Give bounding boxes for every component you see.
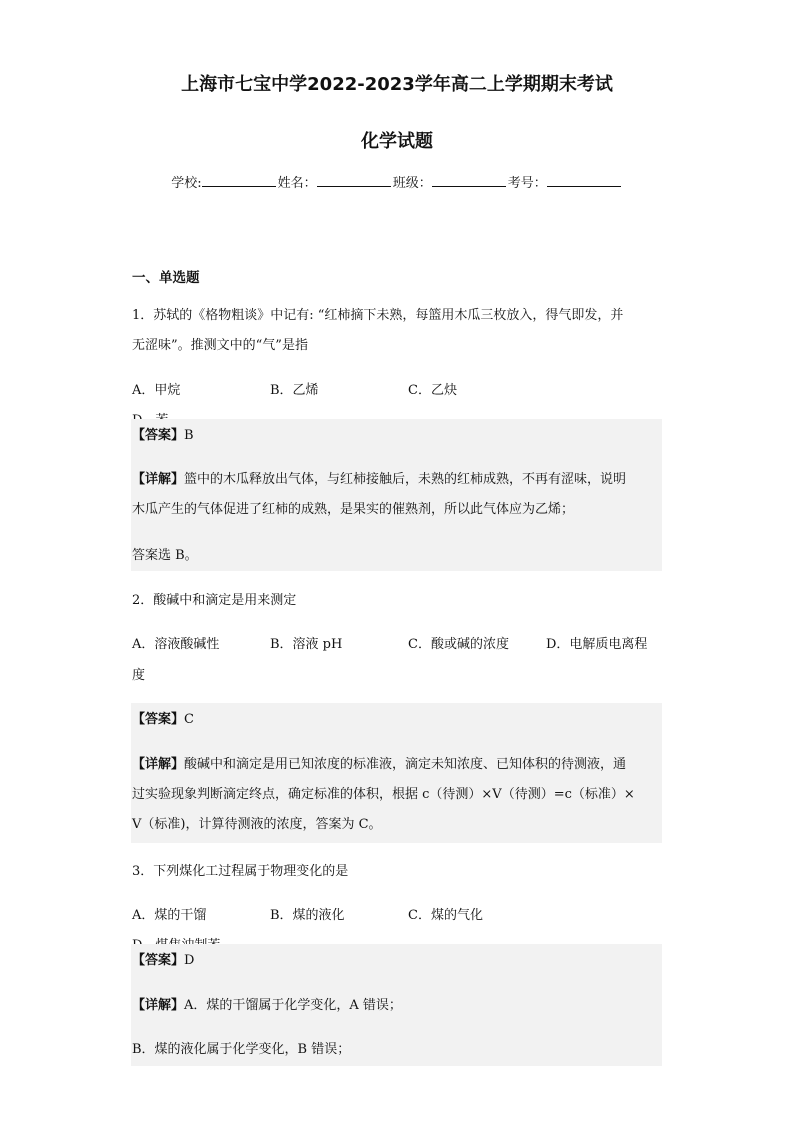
exam-no-blank[interactable]: [547, 174, 621, 187]
answer-label: 【答案】: [132, 953, 185, 968]
option-d: D．电解质电离程: [546, 637, 648, 652]
question-3-detail: [132, 991, 664, 1021]
detail-text: 过实验现象判断滴定终点，确定标准的体积，根据 c（待测）×V（待测）=c（标准）×: [132, 787, 635, 802]
option-a: A．溶液酸碱性: [132, 637, 220, 652]
option-b: B．乙烯: [270, 383, 319, 398]
class-blank[interactable]: [432, 174, 506, 187]
question-2-detail: [132, 750, 664, 840]
detail-label: 【详解】: [132, 472, 185, 487]
question-1-detail: [132, 465, 664, 525]
question-1-answer: [132, 421, 664, 451]
school-label: 学校:: [171, 176, 202, 191]
question-2-stem: 2．酸碱中和滴定是用来测定: [132, 593, 297, 608]
detail-label: 【详解】: [132, 998, 185, 1013]
option-c: C．乙炔: [408, 383, 457, 398]
answer-value: C: [184, 712, 194, 727]
detail-text: V（标准)，计算待测液的浓度，答案为 C。: [132, 817, 382, 832]
option-c: C．酸或碱的浓度: [408, 637, 509, 652]
detail-text: 篮中的木瓜释放出气体，与红柿接触后，未熟的红柿成熟，不再有涩味，说明: [184, 472, 627, 487]
question-2-options: [132, 630, 672, 660]
option-b: B．溶液 pH: [270, 637, 343, 652]
question-2-answer: [132, 705, 664, 735]
answer-label: 【答案】: [132, 428, 185, 443]
exam-no-label: 考号：: [507, 176, 547, 191]
option-a: A．煤的干馏: [132, 908, 207, 923]
option-c: C．煤的气化: [408, 908, 483, 923]
detail-label: 【详解】: [132, 757, 185, 772]
answer-value: D: [184, 953, 195, 968]
name-label: 姓名：: [277, 176, 317, 191]
page-subtitle: 化学试题: [361, 131, 433, 152]
question-3-answer: [132, 946, 664, 976]
question-1-conclusion: 答案选 B。: [132, 548, 198, 563]
detail-text: 木瓜产生的气体促进了红柿的成熟，是果实的催熟剂，所以此气体应为乙烯；: [132, 502, 575, 517]
detail-text: 酸碱中和滴定是用已知浓度的标准液，滴定未知浓度、已知体积的待测液，通: [184, 757, 627, 772]
section-heading: 一、单选题: [132, 270, 200, 286]
option-b: B．煤的液化: [270, 908, 345, 923]
answer-label: 【答案】: [132, 712, 185, 727]
option-d-overflow: 度: [132, 668, 146, 683]
question-1-stem-line: 无涩味”。推测文中的“气”是指: [132, 338, 308, 353]
page-title: 上海市七宝中学2022-2023学年高二上学期期末考试: [181, 74, 613, 95]
option-a: A．甲烷: [132, 383, 181, 398]
question-3-detail-b: B．煤的液化属于化学变化，B 错误；: [132, 1042, 351, 1057]
detail-text: A．煤的干馏属于化学变化，A 错误；: [184, 998, 402, 1013]
school-blank[interactable]: [202, 174, 276, 187]
answer-value: B: [184, 428, 194, 443]
question-3-stem: 3．下列煤化工过程属于物理变化的是: [132, 864, 349, 879]
student-info-line: [0, 172, 794, 191]
question-1-stem-line: 1．苏轼的《格物粗谈》中记有: “红柿摘下未熟，每篮用木瓜三枚放入，得气即发，并: [132, 308, 624, 323]
name-blank[interactable]: [317, 174, 391, 187]
question-1-stem: [132, 301, 664, 361]
class-label: 班级：: [392, 176, 432, 191]
